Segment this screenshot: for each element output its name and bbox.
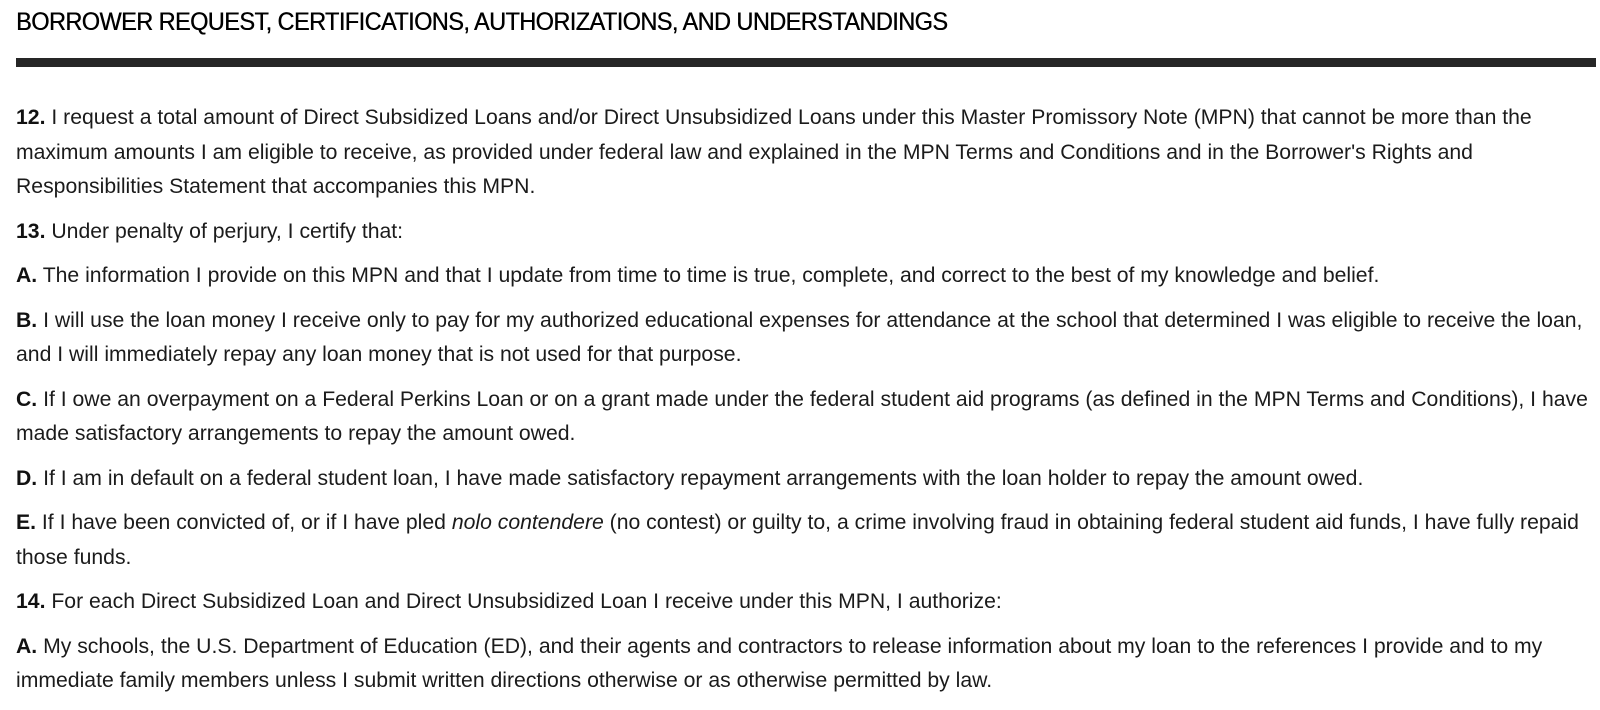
paragraph-13e <box>16 506 1596 575</box>
paragraph-13b <box>16 304 1596 373</box>
paragraph-14a <box>16 630 1596 699</box>
document-page <box>16 0 1596 709</box>
section-title: BORROWER REQUEST, CERTIFICATIONS, AUTHORIZATIONS, AND UNDERSTANDINGS <box>16 8 948 36</box>
section-content <box>16 67 1596 699</box>
paragraph-text: My schools, the U.S. Department of Education (ED), and their agents and contractors to release information about my loan to the references I provide and to my immediate family members unless I submit written directions otherwise or as otherwise permitted by law. <box>16 634 1543 692</box>
paragraph-13c <box>16 383 1596 452</box>
section-divider <box>16 58 1596 67</box>
paragraph-text-before: If I have been convicted of, or if I have pled <box>41 511 452 534</box>
paragraph-text: I will use the loan money I receive only to pay for my authorized educational expenses for attendance at the school that determined I was eligible to receive the loan, and I will immediately repay any loan money that is not used for that purpose. <box>16 308 1583 366</box>
paragraph-text: Under penalty of perjury, I certify that: <box>51 219 404 243</box>
paragraph-text-italic: nolo contendere <box>451 511 604 534</box>
paragraph-label: A. <box>16 634 38 658</box>
paragraph-label: D. <box>16 466 38 490</box>
paragraph-text-after: (no contest) or guilty to, a crime involving fraud in obtaining federal student aid funds, I have fully repaid those funds. <box>16 511 1579 569</box>
paragraph-text: For each Direct Subsidized Loan and Direct Unsubsidized Loan I receive under this MPN, I authorize: <box>51 590 1002 613</box>
paragraph-label: C. <box>16 387 38 411</box>
paragraph-text: If I am in default on a federal student loan, I have made satisfactory repayment arrangements with the loan holder to repay the amount owed. <box>43 466 1364 490</box>
paragraph-label: 12. <box>16 106 46 129</box>
paragraph-label: A. <box>16 264 38 287</box>
paragraph-13d <box>16 462 1596 497</box>
paragraph-text: I request a total amount of Direct Subsidized Loans and/or Direct Unsubsidized Loans under this Master Promissory Note (MPN) that cannot be more than the maximum amounts I am eligible to receive, as provided under federal law and explained in the MPN Terms and Conditions and in the Borrower's Rights and Responsibilities Statement that accompanies this MPN. <box>16 106 1532 198</box>
paragraph-13a <box>16 259 1596 294</box>
paragraph-text: If I owe an overpayment on a Federal Perkins Loan or on a grant made under the federal student aid programs (as defined in the MPN Terms and Conditions), I have made satisfactory arrangements to repay the amount owed. <box>16 387 1588 445</box>
paragraph-label: B. <box>16 308 38 332</box>
paragraph-13 <box>16 215 1596 250</box>
paragraph-label: 14. <box>16 590 46 613</box>
paragraph-label: E. <box>16 511 37 534</box>
paragraph-12 <box>16 101 1596 205</box>
paragraph-label: 13. <box>16 219 46 243</box>
paragraph-14 <box>16 585 1596 620</box>
paragraph-text: The information I provide on this MPN and that I update from time to time is true, complete, and correct to the best of my knowledge and belief. <box>42 264 1380 287</box>
